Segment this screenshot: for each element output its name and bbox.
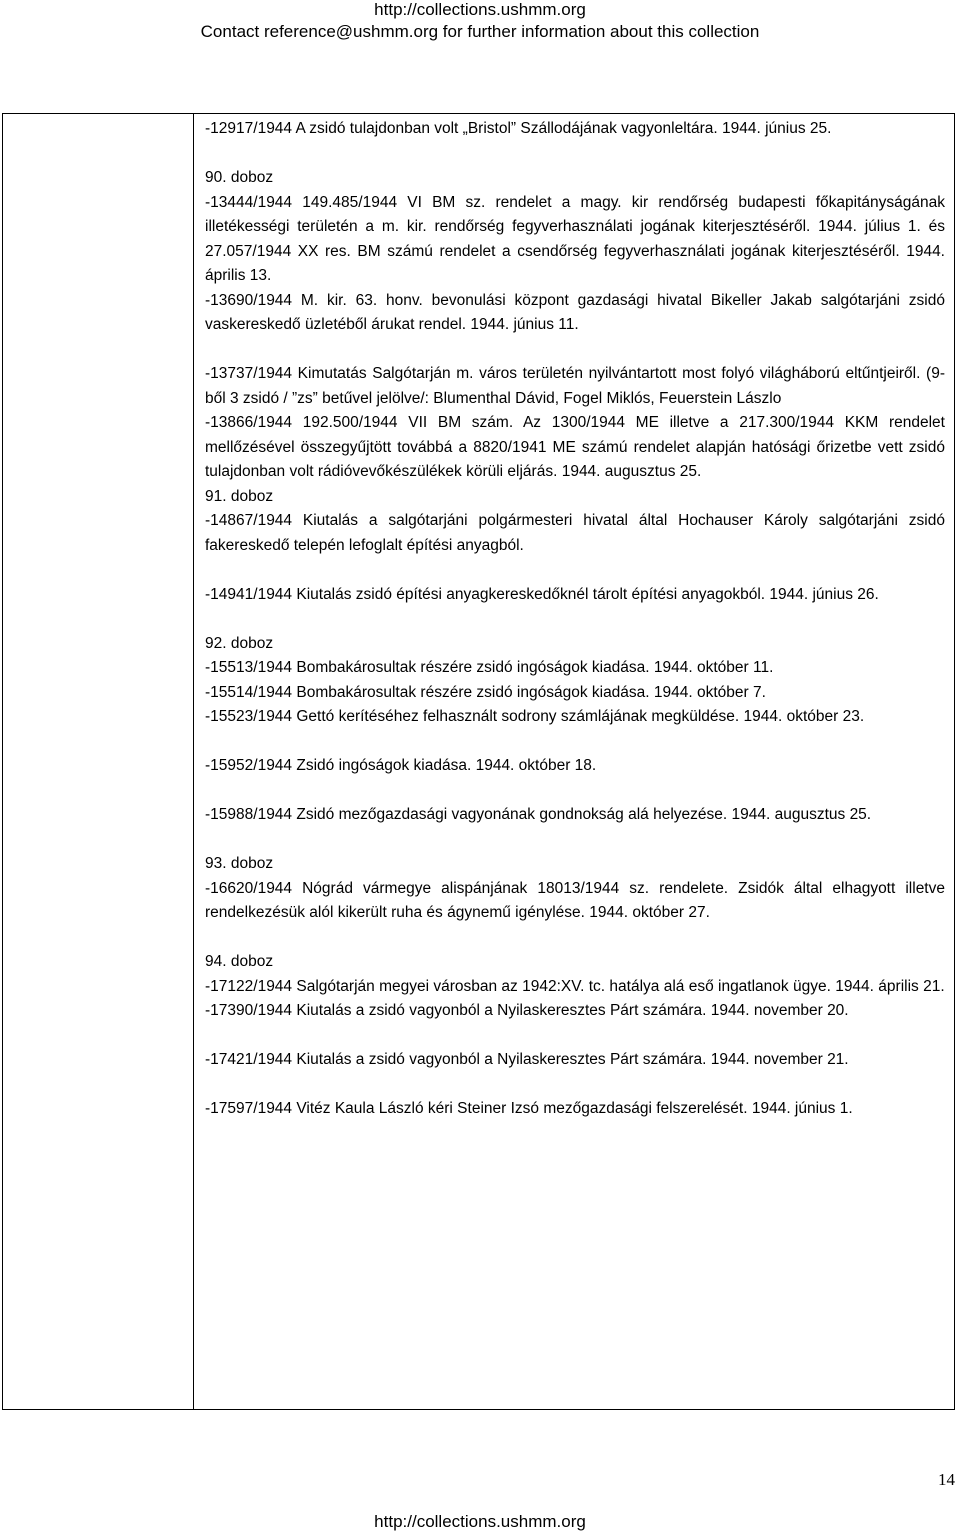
list-item: -13737/1944 Kimutatás Salgótarján m. város területén nyilvántartott most folyó világháború eltűntjeiről. (9-ből 3 zsidó / ”zs” betűvel jelölve/: Blumenthal Dávid, Fogel Miklós, Feuerstein Lászlo — [205, 365, 945, 407]
box-heading: 93. doboz — [205, 855, 274, 872]
box-heading: 92. doboz — [205, 634, 274, 652]
page-number: 14 — [938, 1470, 955, 1489]
list-item: -16620/1944 Nógrád vármegye alispánjának 18013/1944 sz. rendelete. Zsidók által elhagyott illetve rendelkezésük alól kikerült ruha és ágynemű igénylése. 1944. október 27. — [205, 879, 945, 921]
list-item: -13690/1944 M. kir. 63. honv. bevonulási központ gazdasági hivatal Bikeller Jakab salgótarjáni zsidó vaskereskedő üzletéből árukat rendel. 1944. június 11. — [205, 291, 945, 333]
table-column-divider — [193, 113, 194, 1410]
header-contact: Contact reference@ushmm.org for further information about this collection — [200, 22, 760, 41]
list-item: -17122/1944 Salgótarján megyei városban az 1942:XV. tc. hatálya alá eső ingatlanok ügye. 1944. április 21. — [205, 977, 945, 995]
list-item: -14941/1944 Kiutalás zsidó építési anyagkereskedőknél tárolt építési anyagokból. 1944. június 26. — [205, 585, 879, 603]
box-heading: 91. doboz — [205, 487, 274, 505]
box-heading: 90. doboz — [205, 169, 274, 186]
list-item: -13444/1944 149.485/1944 VI BM sz. rendelet a magy. kir rendőrség budapesti főkapitányságának illetékességi területén a m. kir. rendőrség fegyverhasználati jogának kiterjesztéséről. 1944. július 1. és 27.057/1944 XX res. BM számú rendelet a csendőrség fegyverhasználati jogának kiterjesztéséről. 1944. április 13. — [205, 193, 945, 284]
list-item: -13866/1944 192.500/1944 VII BM szám. Az 1300/1944 ME illetve a 217.300/1944 KKM rendelet mellőzésével összegyűjtött továbbá a 8820/1941 ME számú rendelet alapján hatósági őrizetbe vett zsidó tulajdonban volt rádióvevőkészülékek körüli eljárás. 1944. augusztus 25. — [205, 414, 945, 480]
list-item: -17597/1944 Vitéz Kaula László kéri Steiner Izsó mezőgazdasági felszerelését. 1944. június 1. — [205, 1100, 853, 1117]
box-heading: 94. doboz — [205, 953, 274, 970]
list-item: -15513/1944 Bombakárosultak részére zsidó ingóságok kiadása. 1944. október 11. — [205, 659, 774, 676]
list-item: -15523/1944 Gettó kerítéséhez felhasznált sodrony számlájának megküldése. 1944. október 23. — [205, 708, 865, 725]
list-item: -15514/1944 Bombakárosultak részére zsidó ingóságok kiadása. 1944. október 7. — [205, 683, 766, 701]
header-url: http://collections.ushmm.org — [374, 0, 586, 19]
list-item: -17421/1944 Kiutalás a zsidó vagyonból a Nyilaskeresztes Párt számára. 1944. november 21. — [205, 1051, 849, 1068]
list-item: -15988/1944 Zsidó mezőgazdasági vagyonának gondnokság alá helyezése. 1944. augusztus 25. — [205, 806, 872, 823]
list-item: -15952/1944 Zsidó ingóságok kiadása. 1944. október 18. — [205, 757, 597, 774]
list-item: -12917/1944 A zsidó tulajdonban volt „Bristol” Szállodájának vagyonleltára. 1944. június 25. — [205, 120, 832, 137]
footer-url: http://collections.ushmm.org — [374, 1512, 586, 1531]
list-item: -14867/1944 Kiutalás a salgótarjáni polgármesteri hivatal által Hochauser Károly salgótarjáni zsidó fakereskedő telepén lefoglalt építési anyagból. — [205, 512, 945, 554]
list-item: -17390/1944 Kiutalás a zsidó vagyonból a Nyilaskeresztes Párt számára. 1944. november 20. — [205, 1002, 849, 1019]
document-body — [205, 117, 945, 1122]
